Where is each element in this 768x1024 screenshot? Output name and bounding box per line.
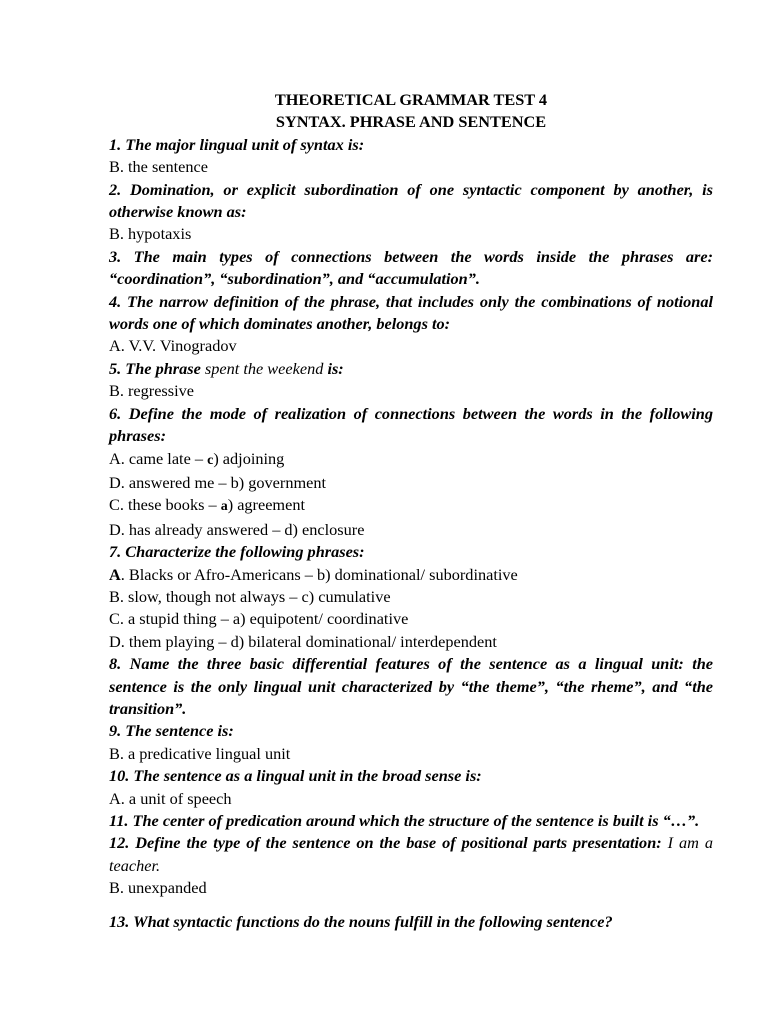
answer-7-line: C. a stupid thing – a) equipotent/ coordinative [109,609,409,629]
question-8: 8. Name the three basic differential features of the sentence as a lingual unit: the sentence is the only lingual unit characterized by “the theme”, “the rheme”, and “the transition”. [109,654,713,718]
test-title: THEORETICAL GRAMMAR TEST 4 [274,90,548,109]
answer-2: B. hypotaxis [109,224,192,244]
answer-6-line: C. these books – a) agreement [109,495,305,515]
answer-6-line: D. answered me – b) government [109,472,327,492]
answer-1: B. the sentence [109,157,209,177]
answer-7-line: D. them playing – d) bilateral dominational/ interdependent [109,631,497,651]
question-9: 9. The sentence is: [109,721,234,741]
question-1: 1. The major lingual unit of syntax is: [109,134,365,154]
spacer [109,900,713,911]
answer-6-line: A. came late – c) adjoining [109,448,285,468]
question-13: 13. What syntactic functions do the nouns fulfill in the following sentence? [109,911,613,931]
answer-10: A. a unit of speech [109,788,232,808]
question-5-lead: 5. The phrase [109,358,201,378]
question-7: 7. Characterize the following phrases: [109,542,365,562]
question-5-phrase: spent the weekend [204,358,324,378]
question-5-tail: is: [327,358,344,378]
answer-6-line: D. has already answered – d) enclosure [109,519,365,539]
answer-7-line: A. Blacks or Afro-Americans – b) dominational/ subordinative [109,564,518,584]
test-subtitle: SYNTAX. PHRASE AND SENTENCE [275,112,547,132]
question-12-lead: 12. Define the type of the sentence on the base of positional parts presentation: [109,833,662,853]
answer-4: A. V.V. Vinogradov [109,336,237,356]
question-12-example: I am a teacher. [109,833,713,875]
question-3: 3. The main types of connections between the words inside the phrases are: “coordination”, “subordination”, and “accumulation”. [109,246,713,289]
answer-5: B. regressive [109,381,194,401]
answer-12: B. unexpanded [109,878,207,898]
question-11: 11. The center of predication around which the structure of the sentence is built is “…”. [109,811,700,830]
question-5 [109,358,713,380]
question-2: 2. Domination, or explicit subordination of one syntactic component by another, is otherwise known as: [109,179,713,222]
answer-7-line: B. slow, though not always – c) cumulative [109,586,391,606]
question-4: 4. The narrow definition of the phrase, that includes only the combinations of notional words one of which dominates another, belongs to: [109,291,713,334]
answer-9: B. a predicative lingual unit [109,743,291,763]
document-page [109,89,713,933]
question-10: 10. The sentence as a lingual unit in the broad sense is: [109,766,482,786]
question-12 [109,832,713,877]
question-6: 6. Define the mode of realization of connections between the words in the following phrases: [109,403,713,446]
